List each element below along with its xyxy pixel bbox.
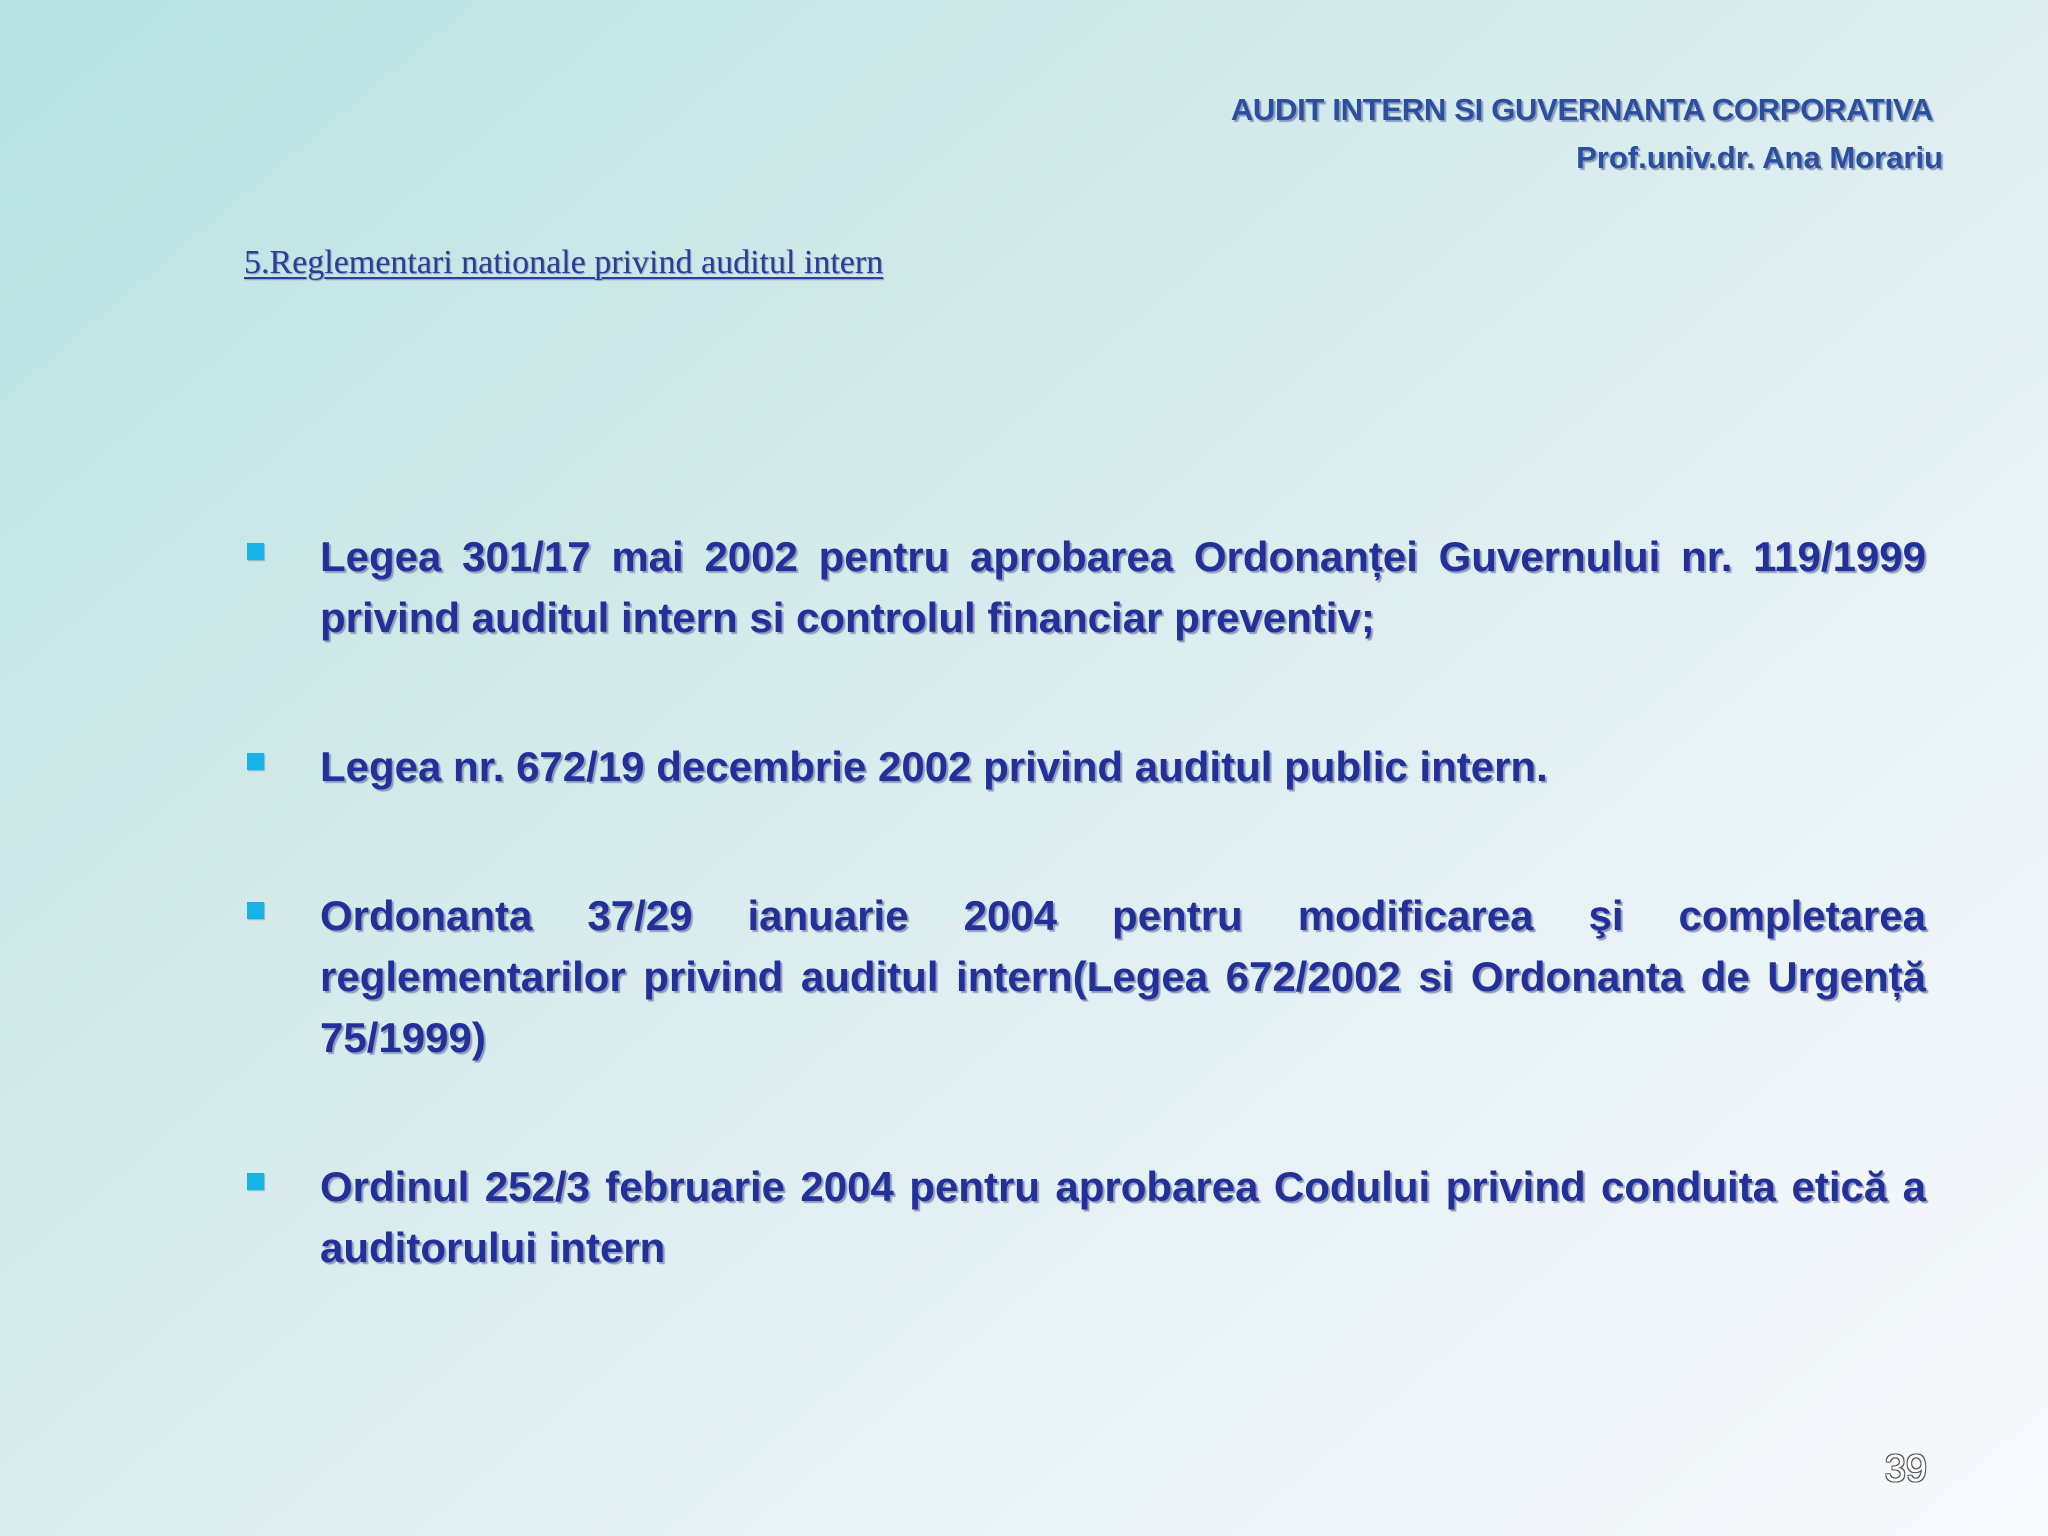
square-bullet-icon	[247, 1173, 264, 1190]
square-bullet-icon	[247, 543, 264, 560]
bullet-text: Legea 301/17 mai 2002 pentru aprobarea Ordonanței Guvernului nr. 119/1999 privind auditul intern si controlul financiar preventiv;	[320, 533, 1926, 641]
section-title: 5.Reglementari nationale privind auditul intern	[244, 244, 884, 281]
author-name: Prof.univ.dr. Ana Morariu	[1576, 140, 1943, 175]
square-bullet-icon	[247, 902, 264, 919]
bullet-text: Ordonanta 37/29 ianuarie 2004 pentru modificarea şi completarea reglementarilor privind auditul intern(Legea 672/2002 si Ordonanta de Urgență 75/1999)	[320, 892, 1926, 1061]
square-bullet-icon	[247, 753, 264, 770]
page-number: 39	[1884, 1448, 1927, 1490]
bullet-item	[244, 526, 1926, 648]
bullet-text: Legea nr. 672/19 decembrie 2002 privind auditul public intern.	[320, 743, 1548, 790]
slide-header	[1231, 86, 1943, 182]
bullet-item	[244, 736, 1926, 797]
bullet-item	[244, 1156, 1926, 1278]
bullet-text: Ordinul 252/3 februarie 2004 pentru aprobarea Codului privind conduita etică a auditorului intern	[320, 1163, 1926, 1271]
course-title: AUDIT INTERN SI GUVERNANTA CORPORATIVA	[1230, 92, 1933, 127]
bullet-item	[244, 885, 1926, 1068]
bullet-list	[244, 526, 1926, 1278]
